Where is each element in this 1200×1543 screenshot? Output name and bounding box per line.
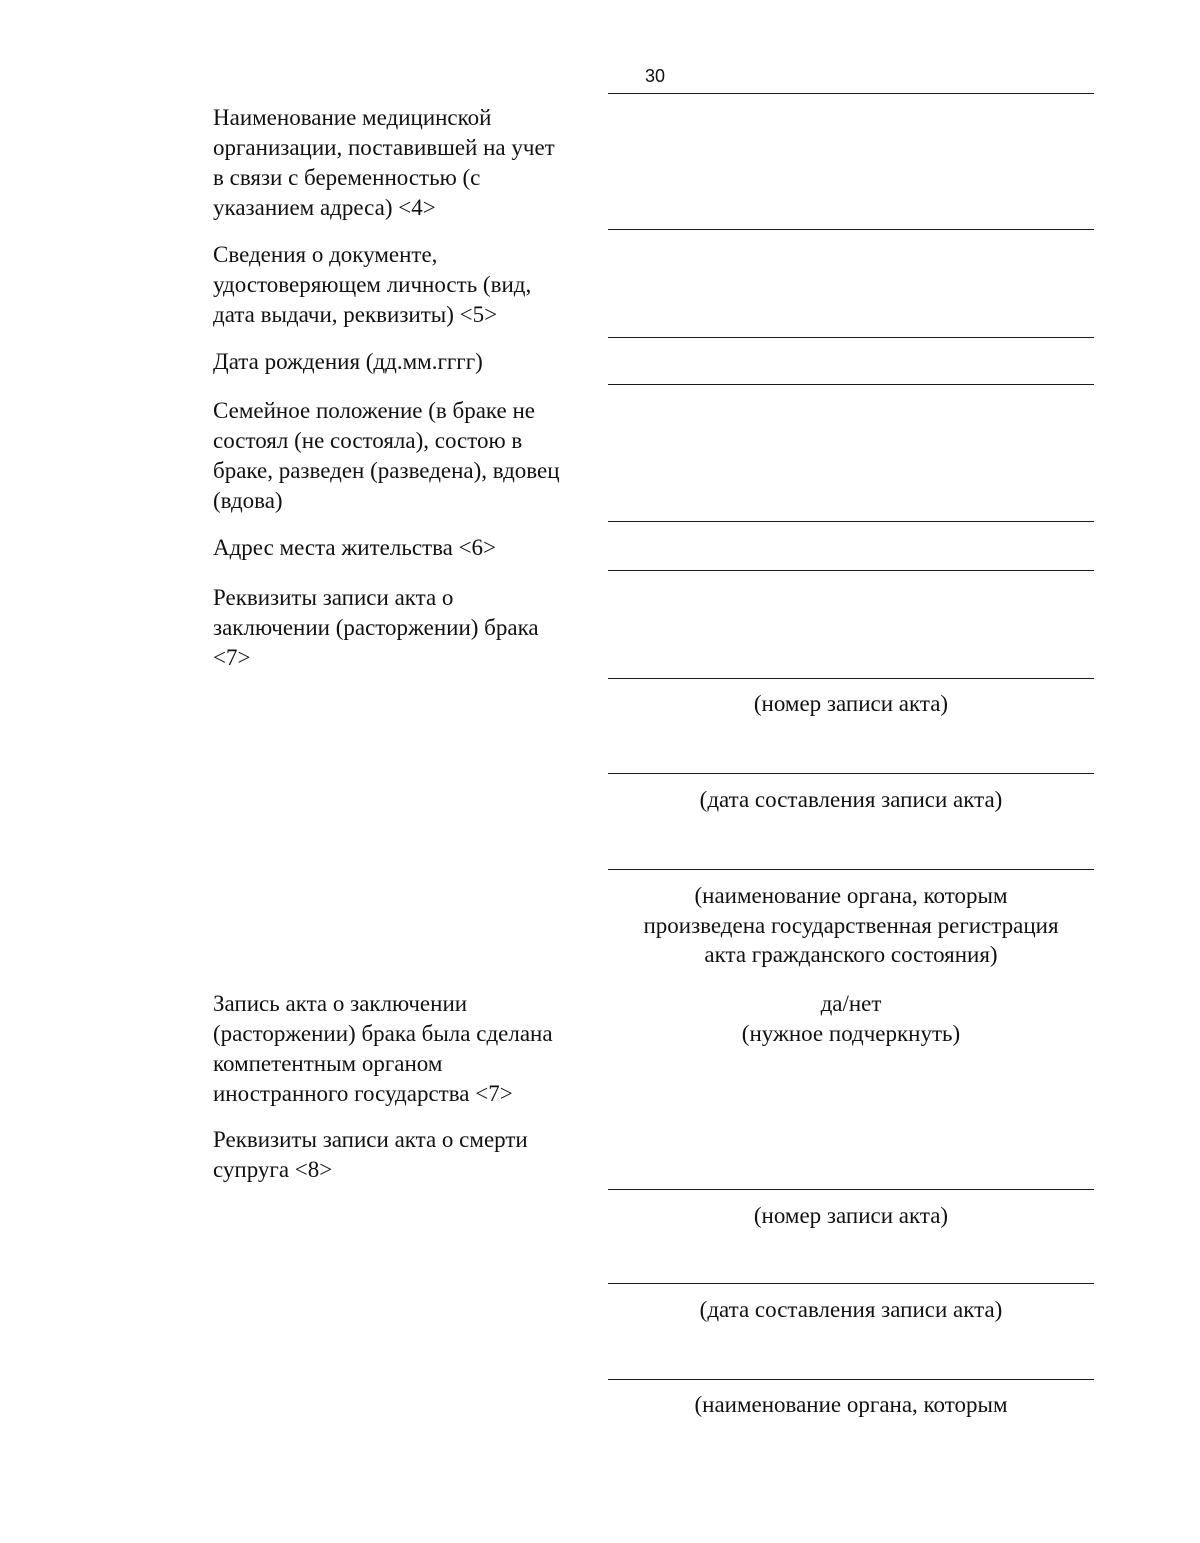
caption-death-record-authority: (наименование органа, которым: [694, 1392, 1008, 1417]
caption-marriage-record-date: (дата составления записи акта): [699, 787, 1003, 812]
caption-death-record-number: (номер записи акта): [753, 1203, 949, 1228]
death-record-date-line[interactable]: [608, 1283, 1094, 1284]
label-address: Адрес места жительства <6>: [213, 535, 497, 560]
caption-marriage-record-number: (номер записи акта): [753, 691, 949, 716]
birth-date-input-line[interactable]: [608, 384, 1094, 385]
death-record-authority-line[interactable]: [608, 1379, 1094, 1380]
identity-doc-input-line[interactable]: [608, 337, 1094, 338]
label-foreign-record: Запись акта о заключении (расторжении) брака была сделана компетентным органом иностранного государства <7>: [213, 991, 553, 1106]
label-birth-date: Дата рождения (дд.мм.гггг): [213, 349, 483, 374]
label-death-record: Реквизиты записи акта о смерти супруга <8>: [213, 1127, 528, 1182]
marriage-record-number-line[interactable]: [608, 678, 1094, 679]
death-record-number-line[interactable]: [608, 1189, 1094, 1190]
marriage-record-date-line[interactable]: [608, 773, 1094, 774]
page-number: 30: [645, 66, 666, 86]
medical-org-input-line[interactable]: [608, 229, 1094, 230]
marital-status-input-line[interactable]: [608, 521, 1094, 522]
address-input-line[interactable]: [608, 570, 1094, 571]
header-rule: [608, 93, 1094, 94]
label-identity-doc: Сведения о документе, удостоверяющем личность (вид, дата выдачи, реквизиты) <5>: [213, 242, 532, 327]
label-marital-status: Семейное положение (в браке не состоял (не состояла), состою в браке, разведен (разведена), вдовец (вдова): [213, 398, 560, 513]
label-marriage-record: Реквизиты записи акта о заключении (расторжении) брака <7>: [213, 585, 539, 670]
label-medical-org: Наименование медицинской организации, поставившей на учет в связи с беременностью (с указанием адреса) <4>: [213, 105, 555, 220]
caption-death-record-date: (дата составления записи акта): [699, 1297, 1003, 1322]
caption-marriage-record-authority: (наименование органа, которым произведена государственная регистрация акта гражданского состояния): [643, 883, 1059, 967]
marriage-record-authority-line[interactable]: [608, 869, 1094, 870]
yes-no-choice[interactable]: да/нет (нужное подчеркнуть): [741, 991, 961, 1046]
